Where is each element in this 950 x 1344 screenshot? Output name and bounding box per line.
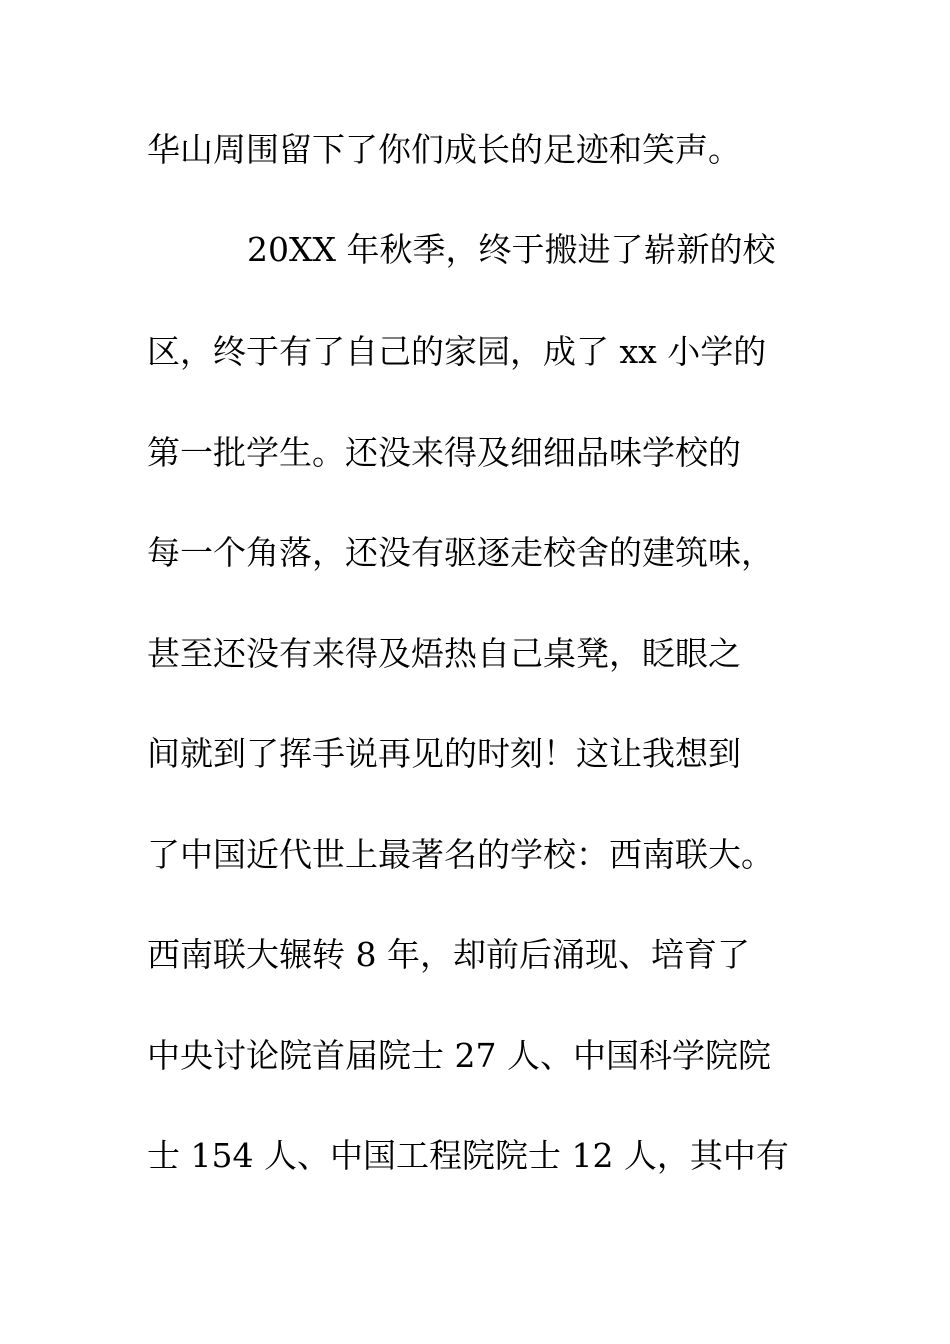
text-line: 西南联大辗转 8 年，却前后涌现、培育了 [147, 935, 750, 974]
text-line: 士 154 人、中国工程院院士 12 人，其中有 [147, 1136, 789, 1175]
text-line: 中央讨论院首届院士 27 人、中国科学院院 [147, 1036, 771, 1075]
text-line: 每一个角落，还没有驱逐走校舍的建筑味， [147, 533, 774, 572]
text-line: 区，终于有了自己的家园，成了 xx 小学的 [147, 332, 767, 371]
text-line: 了中国近代世上最著名的学校：西南联大。 [147, 835, 774, 874]
text-line: 甚至还没有来得及焐热自己桌凳，眨眼之 [147, 634, 741, 673]
text-line: 间就到了挥手说再见的时刻！这让我想到 [147, 734, 741, 773]
text-line: 华山周围留下了你们成长的足迹和笑声。 [147, 130, 741, 169]
text-line: 20XX 年秋季，终于搬进了崭新的校 [247, 230, 776, 269]
text-line: 第一批学生。还没来得及细细品味学校的 [147, 433, 741, 472]
